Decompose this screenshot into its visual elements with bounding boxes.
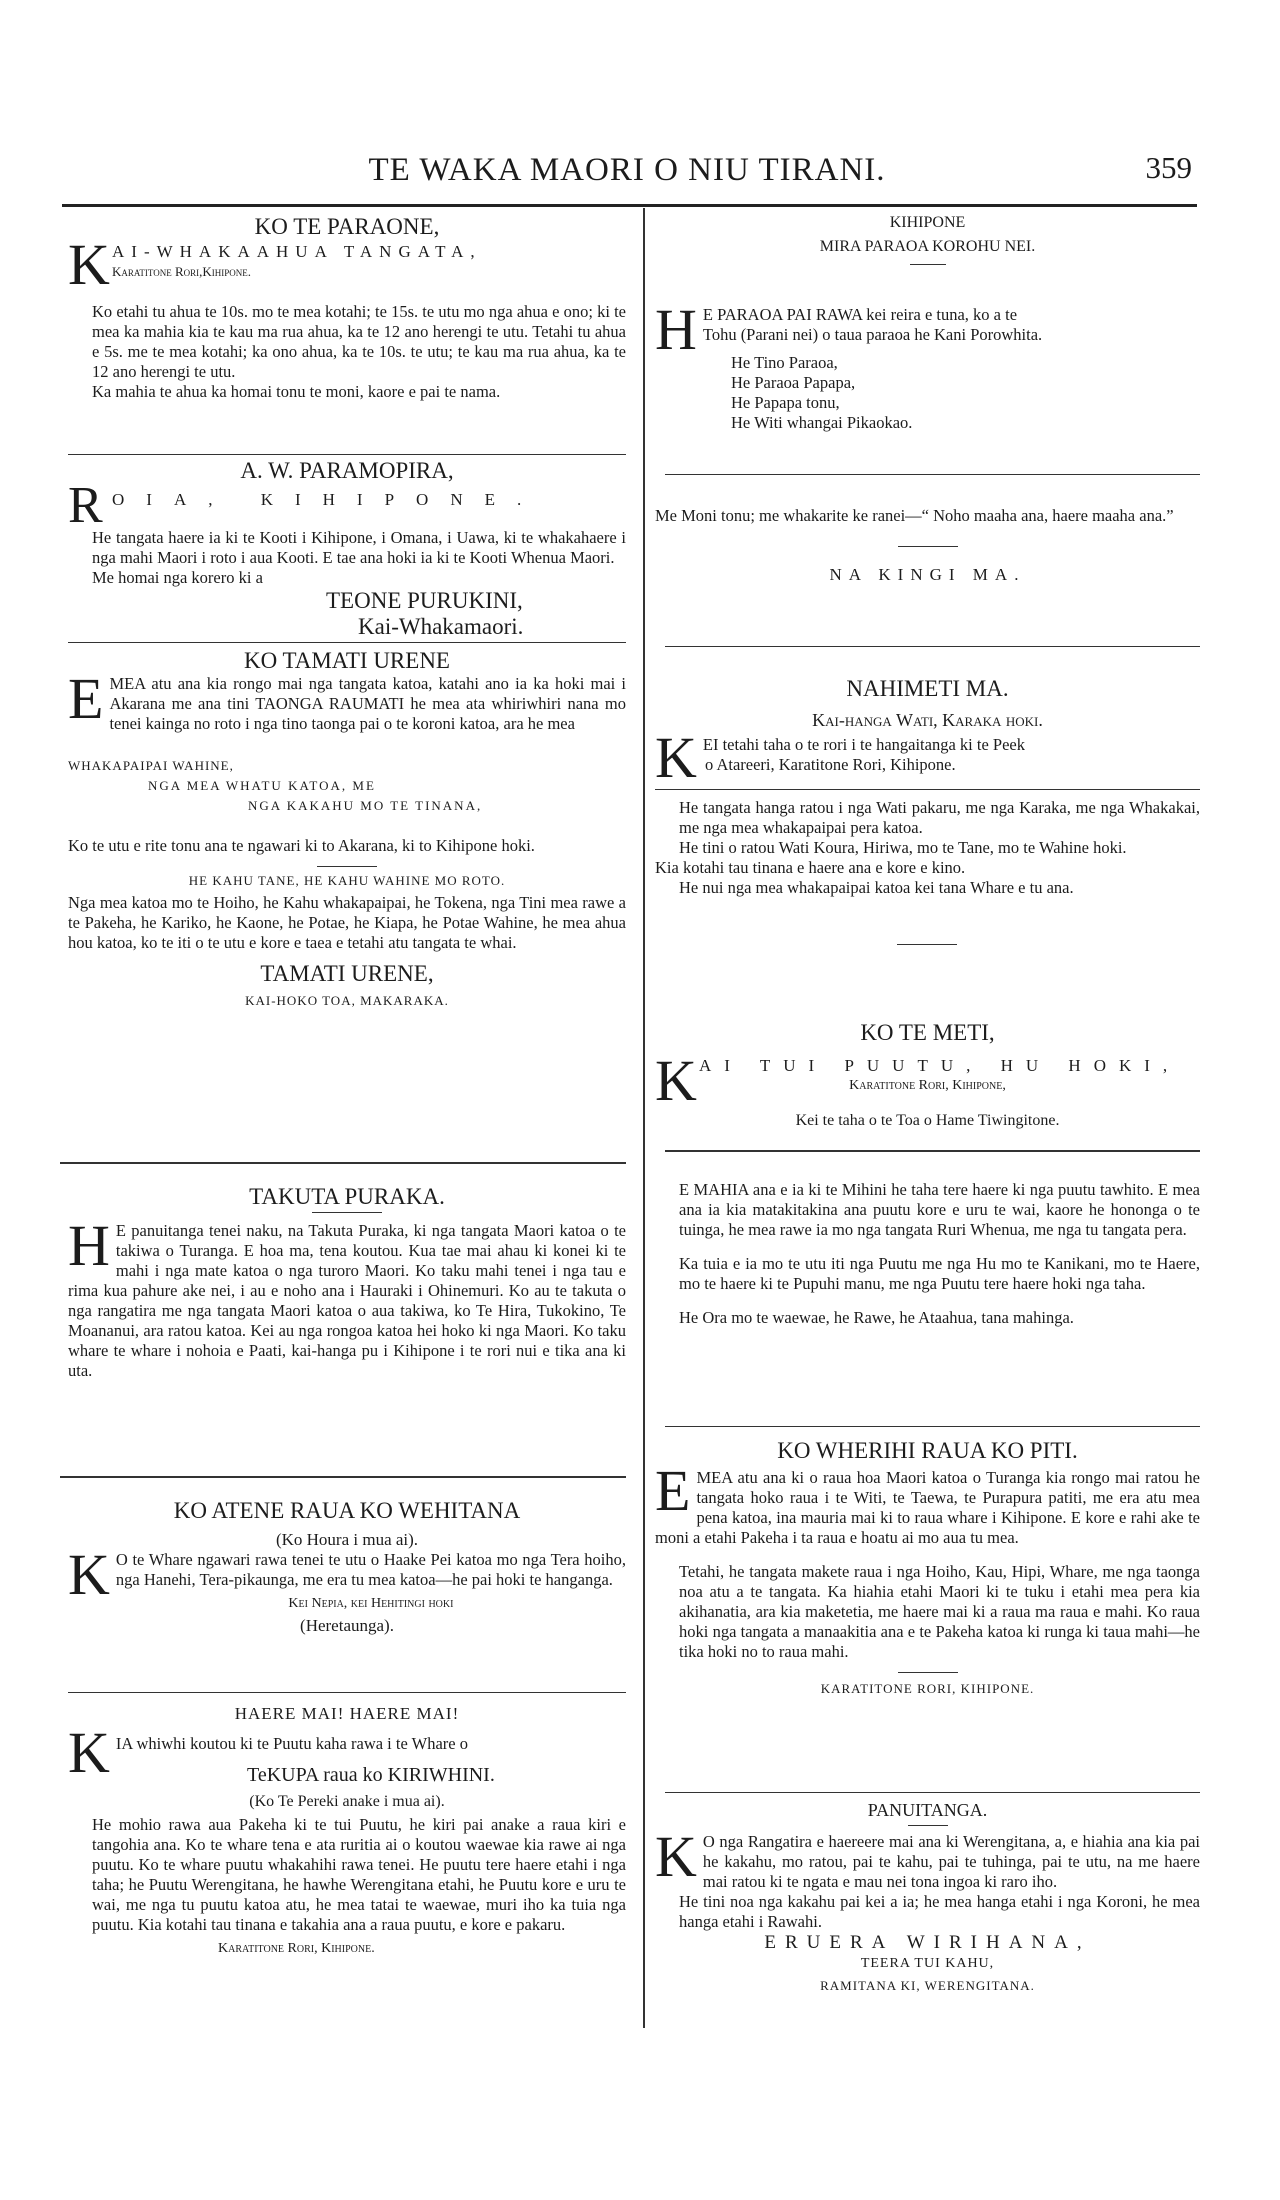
- ad-body: IA whiwhi koutou ki te Puutu kaha rawa i te Whare o: [115, 1734, 468, 1753]
- ad-title: KO TAMATI URENE: [243, 648, 450, 673]
- ad-signature: KARATITONE RORI, KIHIPONE.: [820, 1681, 1035, 1696]
- drop-cap: H: [68, 1213, 110, 1278]
- ad-signature: TEONE PURUKINI,: [326, 588, 523, 613]
- page-header: [62, 150, 1192, 194]
- ad-urene: [68, 648, 626, 1009]
- ad-body: o Atareeri, Karatitone Rori, Kihipone.: [705, 755, 956, 774]
- ad-body: Tohu (Parani nei) o taua paraoa he Kani Porowhita.: [702, 325, 1043, 344]
- section-rule: [665, 474, 1200, 475]
- ad-line: OIA, KIHIPONE.: [112, 490, 544, 509]
- ad-title: PANUITANGA.: [867, 1800, 988, 1820]
- short-rule: [897, 944, 957, 945]
- ad-list-item: He Witi whangai Pikaokao.: [731, 413, 913, 432]
- ad-piti: [655, 1438, 1200, 1697]
- section-rule: [665, 1426, 1200, 1427]
- ad-body: Tetahi, he tangata makete raua i nga Hoiho, Kau, Hipi, Whare, me nga taonga noa atu a te tangata. Ka hiahia etahi Maori ki te tuku i etahi mea pera kia akihanatia, ara kia maketetia, me haere mai ki a raua ma raua e mahi. Ko raua hoki nga tangata a manaakitia ana e te Pakeha katoa ki runga ki taua mahi—he tika hoki no to raua mahi.: [679, 1562, 1200, 1661]
- ad-list-item: NGA KAKAHU MO TE TINANA,: [248, 798, 483, 813]
- ad-subheading: HE KAHU TANE, HE KAHU WAHINE MO ROTO.: [188, 873, 506, 888]
- ad-heading: HAERE MAI! HAERE MAI!: [234, 1704, 460, 1723]
- section-rule: [665, 1792, 1200, 1793]
- ad-firm-name: TeKUPA raua ko KIRIWHINI.: [247, 1764, 495, 1786]
- short-rule: [317, 866, 377, 867]
- drop-cap: K: [68, 1542, 110, 1607]
- ad-body: Ko etahi tu ahua te 10s. mo te mea kotahi; te 15s. te utu mo nga ahua e ono; ki te mea ka mahia kia te kau ma rua ahua, ka te 12 ano herengi te utu. Tetahi tu ahua e 5s. me te mea kotahi; ka ono ahua, ka te 10s. te utu; te kau ma rua ahua, ka te 12 ano herengi te utu.: [92, 302, 626, 381]
- section-rule: [665, 646, 1200, 647]
- ad-body: Kia kotahi tau tinana e haere ana e kore e kino.: [655, 858, 966, 877]
- ad-kiriwhini: [68, 1704, 626, 1957]
- ad-signature: ERUERA WIRIHANA,: [764, 1932, 1091, 1953]
- drop-cap: E: [68, 666, 104, 731]
- short-rule: [312, 1212, 382, 1213]
- ad-subtitle: (Ko Houra i mua ai).: [275, 1530, 419, 1549]
- ad-body: E MAHIA ana e ia ki te Mihini he taha tere haere ki nga puutu tawhito. E mea ana ia kia matakitakina ana puutu kore e uru te wai, kaore he hononga o te tuinga, he mea rawe ia mo nga tangata Ruri Whenua, me nga tu tangata pera.: [679, 1180, 1200, 1239]
- ad-line: AI TUI PUUTU, HU HOKI,: [699, 1056, 1181, 1075]
- drop-cap: K: [68, 232, 110, 297]
- ad-body: Me Moni tonu; me whakarite ke ranei—“ Noho maaha ana, haere maaha ana.”: [655, 506, 1174, 525]
- ad-title: MIRA PARAOA KOROHU NEI.: [819, 238, 1036, 255]
- header-rule: [62, 204, 1197, 207]
- ad-list-item: He Paraoa Papapa,: [731, 373, 856, 392]
- ad-paraoa-terms: [655, 506, 1200, 585]
- page-number: 359: [1145, 150, 1192, 185]
- ad-paraoa: [655, 214, 1200, 433]
- ad-body: Ko te utu e rite tonu ana te ngawari ki to Akarana, ki to Kihipone hoki.: [68, 836, 535, 855]
- ad-address: Karatitone Rori,Kihipone.: [112, 264, 252, 279]
- ad-signature-role: TEERA TUI KAHU,: [860, 1956, 995, 1971]
- drop-cap: K: [655, 1824, 697, 1889]
- section-rule: [68, 454, 626, 455]
- ad-body: He tangata haere ia ki te Kooti i Kihipone, i Omana, i Uawa, ki te whakahaere i nga mahi Maori i roto i aua Kooti. E tae ana hoki ia ki te Kooti Whenua Maori.: [92, 528, 626, 567]
- ad-title: KO TE PARAONE,: [254, 214, 440, 239]
- drop-cap: K: [655, 1048, 697, 1113]
- ad-body: Ka tuia e ia mo te utu iti nga Puutu me nga Hu mo te Kanikani, mo te Haere, mo te haere ki te Pupuhi manu, me nga Puutu tere haere hoki nga taha.: [679, 1254, 1200, 1293]
- ad-subtitle: Kai-hanga Wati, Karaka hoki.: [812, 710, 1043, 730]
- ad-paraone: [68, 214, 626, 402]
- ad-body: Nga mea katoa mo te Hoiho, he Kahu whakapaipai, he Tokena, nga Tini mea rawe a te Pakeha, he Kariko, he Kaone, he Potae, he Kiapa, he Potae Wahine, he mea ahua hou katoa, ko te iti o te utu e kore e taea e tetahi atu tangata te whai.: [68, 893, 626, 952]
- ad-signature: TAMATI URENE,: [260, 961, 434, 986]
- drop-cap: R: [68, 477, 103, 534]
- short-rule: [898, 1672, 958, 1673]
- ad-signature: (Heretaunga).: [300, 1616, 394, 1635]
- ad-list-item: He Papapa tonu,: [731, 393, 840, 412]
- ad-body: He nui nga mea whakapaipai katoa kei tana Whare e tu ana.: [679, 878, 1074, 897]
- ad-title: KO ATENE RAUA KO WEHITANA: [173, 1498, 521, 1523]
- ad-body: O te Whare ngawari rawa tenei te utu o Haake Pei katoa mo nga Tera hoiho, nga Hanehi, Tera-pikaunga, me era tu mea katoa—he pai hoki te hanganga.: [115, 1550, 626, 1589]
- ad-panuitanga: [655, 1800, 1200, 1994]
- ad-body: He tangata hanga ratou i nga Wati pakaru, me nga Karaka, me nga Whakakai, me nga mea whakapaipai pera katoa.: [679, 798, 1200, 837]
- ad-body: MEA atu ana kia rongo mai nga tangata katoa, katahi ano ia ka hoki mai i Akarana me ana tini TAONGA RAUMATI he mea ata whiriwhiri nana mo tenei kainga no roto i nga tino taonga pai o te koroni katoa, ara he mea: [109, 674, 626, 733]
- ad-body: He tini noa nga kakahu pai kei a ia; he mea hanga etahi i nga Koroni, he mea hanga etahi i Rawahi.: [679, 1892, 1200, 1931]
- ad-address: Karatitone Rori, Kihipone,: [849, 1078, 1006, 1093]
- ad-title: KO TE METI,: [860, 1020, 995, 1045]
- section-rule: [60, 1162, 626, 1164]
- ad-body: He mohio rawa aua Pakeha ki te tui Puutu, he kiri pai anake a raua kiri e tangohia ana. Ko te whare tena e ata ruritia ai o koutou waewae kia rawe ai nga puutu. Ko te whare puutu whakahihi rawa tenei. He puutu tere haere etahi i nga taha; he Puutu Werengitana, he hawhe Werengitana etahi, he Puutu kore e uru te wai, me nga tu puutu katoa atu, he mea tatai te waewae, muri iho ka tuia nga puutu. Kia kotahi tau tinana e takahia ana a raua puutu, e kore e pakaru.: [92, 1815, 626, 1934]
- ad-body: Me homai nga korero ki a: [92, 568, 263, 587]
- ad-wehitana: [68, 1498, 626, 1636]
- ad-body: He tini o ratou Wati Koura, Hiriwa, mo te Tane, mo te Wahine hoki.: [679, 838, 1127, 857]
- ad-title: KO WHERIHI RAUA KO PITI.: [777, 1438, 1078, 1463]
- column-divider: [643, 208, 645, 2028]
- ad-list-item: He Tino Paraoa,: [731, 353, 838, 372]
- drop-cap: H: [655, 297, 697, 362]
- ad-meti: [655, 1020, 1200, 1130]
- ad-body: E panuitanga tenei naku, na Takuta Puraka, ki nga tangata Maori katoa o te takiwa o Turanga. E hoa ma, tena koutou. Kua tae mai ahau ki konei ki te mahi i nga mate katoa o nga turoro Maori. Ko taku mahi tenei i nga tau e rima kua pahure ake nei, i au e noho ana i Hauraki i Ohinemuri. Ko au te takuta o nga rangatira me nga tangata Maori katoa o aua takiwa, ko Te Hira, Tukokino, Te Moananui, ara ratou katoa. Kei au nga rongoa katoa hei hoko ki nga Maori. Ko taku whare te whare i nohoia e Paati, kai-hanga pu i Kihipone i te rori nui e tika ana ki uta.: [68, 1221, 626, 1380]
- ad-heading: KIHIPONE: [889, 214, 966, 231]
- ad-title: A. W. PARAMOPIRA,: [240, 458, 454, 483]
- drop-cap: K: [655, 725, 697, 790]
- ad-signature: Karatitone Rori, Kihipone.: [218, 1941, 375, 1956]
- short-rule: [908, 1825, 948, 1826]
- ad-subtitle: (Ko Te Pereki anake i mua ai).: [249, 1793, 445, 1810]
- ad-meti-body: [655, 1180, 1200, 1328]
- ad-body: E PARAOA PAI RAWA kei reira e tuna, ko a te: [702, 305, 1018, 324]
- section-rule: [68, 642, 626, 643]
- ad-body: He Ora mo te waewae, he Rawe, he Ataahua, tana mahinga.: [679, 1308, 1074, 1327]
- ad-list-item: WHAKAPAIPAI WAHINE,: [68, 758, 234, 773]
- ad-paramopira: [68, 458, 626, 640]
- drop-cap: E: [655, 1458, 691, 1523]
- ad-list-item: NGA MEA WHATU KATOA, ME: [148, 778, 376, 793]
- section-rule: [68, 1692, 626, 1693]
- ad-body: EI tetahi taha o te rori i te hangaitanga ki te Peek: [702, 735, 1025, 754]
- ad-body: Ka mahia te ahua ka homai tonu te moni, kaore e pai te nama.: [92, 382, 501, 401]
- ad-nahimeti: [655, 676, 1200, 898]
- ad-body: MEA atu ana ki o raua hoa Maori katoa o Turanga kia rongo mai ratou he tangata hoko raua i te Witi, te Taewa, te Purapura patiti, me era atu mea pena katoa, ina mauria mai ki to raua whare i Kihipone. E kore e rahi ake te moni a etahi Pakeha i ta raua e hoatu ai mo aua tu mea.: [655, 1468, 1200, 1547]
- ad-signature: Kei Nepia, kei Hehitingi hoki: [288, 1596, 454, 1611]
- ad-signature-role: Kai-Whakamaori.: [358, 614, 524, 639]
- ad-signature-address: RAMITANA KI, WERENGITANA.: [820, 1978, 1035, 1993]
- ad-line: AI-WHAKAAHUA TANGATA,: [112, 242, 482, 261]
- page-title: TE WAKA MAORI O NIU TIRANI.: [368, 152, 886, 188]
- section-rule: [665, 1150, 1200, 1152]
- ad-body: O nga Rangatira e haereere mai ana ki Werengitana, a, e hiahia ana kia pai he kakahu, mo ratou, pai te kahu, pai te tuhinga, pai te utu, na me haere mai ratou ki te ngata e mau nei tona ingoa ki raro iho.: [702, 1832, 1200, 1891]
- section-rule: [655, 789, 1200, 790]
- ad-signature-role: KAI-HOKO TOA, MAKARAKA.: [245, 993, 449, 1008]
- short-rule: [898, 546, 958, 547]
- section-rule: [60, 1476, 626, 1478]
- ad-puraka: [68, 1184, 626, 1381]
- drop-cap: K: [68, 1720, 110, 1785]
- ad-title: NAHIMETI MA.: [846, 676, 1009, 701]
- ad-title: TAKUTA PURAKA.: [249, 1184, 445, 1209]
- ad-heading: NA KINGI MA.: [829, 565, 1026, 584]
- short-rule: [910, 264, 946, 265]
- ad-location: Kei te taha o te Toa o Hame Tiwingitone.: [795, 1112, 1060, 1129]
